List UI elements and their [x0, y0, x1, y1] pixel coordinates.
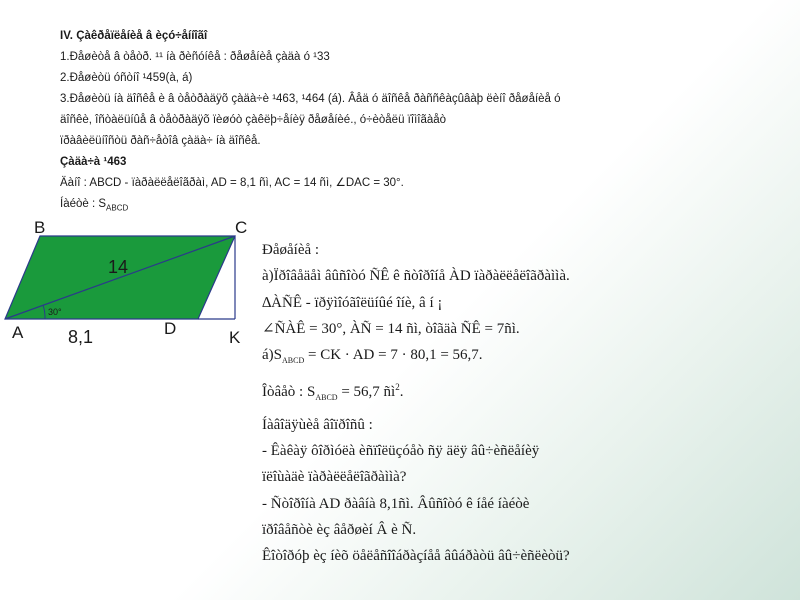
angle-line: ∠ÑÀÊ = 30°, ÀÑ = 14 ñì, òîãäà ÑÊ = 7ñì. — [262, 320, 520, 337]
solution-step-a: à)Ïðîâåäåì âûñîòó ÑÊ ê ñòîðîíå ÀD ïàðàëëåëîãðàììà. — [262, 268, 570, 285]
question-3: Êîòîðóþ èç íèõ öåëåñîîáðàçíåå âûáðàòü âû÷èñëèòü? — [262, 548, 570, 565]
find-subscript: ABCD — [106, 203, 129, 213]
section-heading: IV. Çàêðåïëåíèå â èçó÷åííîãî — [60, 30, 208, 42]
vertex-label-c: C — [235, 218, 248, 237]
area-formula-prefix: á)S — [262, 347, 282, 364]
area-formula-rest: = CK · AD = 7 · 80,1 = 56,7. — [304, 347, 483, 364]
problem-heading: Çàäà÷à ¹463 — [60, 156, 127, 168]
vertex-label-k: K — [229, 328, 241, 347]
task-line-3: 3.Ðåøèòü íà äîñêå è â òåòðàäÿõ çàäà÷è ¹463, ¹464 (á). Âåä ó äîñêå ðàññêàçûâàþ ëèíî ðåøåíèå ó — [60, 93, 561, 105]
vertex-label-b: B — [34, 218, 46, 237]
base-label: 8,1 — [68, 327, 94, 347]
vertex-label-a: A — [12, 323, 24, 342]
angle-label: 30° — [48, 307, 62, 317]
solution-heading: Ðåøåíèå : — [262, 242, 320, 258]
area-formula-subscript: ABCD — [282, 356, 305, 366]
answer-line — [262, 374, 792, 411]
triangle-line: ∆ÀÑÊ - ïðÿìîóãîëüíûé îíè, â í ¡ — [262, 294, 443, 311]
question-1-cont: ïëîùàäè ïàðàëëåëîãðàììà? — [262, 469, 407, 486]
task-line-4: äîñêè, îñòàëüíûå â òåòðàäÿõ ïèøóò çàêëþ÷åíèÿ ðåøåíèé., ó÷èòåëü ïîìîãàåò — [60, 114, 447, 126]
question-1: - Êàêàÿ ôîðìóëà èñïîëüçóåò ñÿ äëÿ âû÷èñëåíèÿ — [262, 443, 540, 460]
diagonal-label: 14 — [108, 257, 129, 277]
answer-superscript: 2 — [395, 382, 400, 393]
find-label: Íàéòè : S — [60, 198, 107, 210]
answer-subscript: ABCD — [315, 393, 338, 403]
vertex-label-d: D — [164, 319, 177, 338]
question-2: - Ñòîðîíà AD ðàâíà 8,1ñì. Âûñîòó ê íåé íàéòè — [262, 495, 530, 512]
task-line-1: 1.Ðåøèòå â òåòð. ¹¹ íà ðèñóíêå : ðåøåíèå çàäà ó ¹33 — [60, 51, 330, 63]
area-formula-line — [262, 342, 792, 374]
question-2-cont: ïðîâåñòè èç âåðøèí Â è Ñ. — [262, 521, 417, 538]
guiding-questions-heading: Íàâîäÿùèå âîïðîñû : — [262, 416, 373, 433]
answer-value: = 56,7 ñì — [337, 384, 396, 401]
given-line: Äàíî : ABCD - ïàðàëëåëîãðàì, AD = 8,1 ñì, AC = 14 ñì, ∠DAC = 30°. — [60, 177, 404, 189]
task-line-2: 2.Ðåøèòü óñòíî ¹459(à, á) — [60, 72, 193, 84]
parallelogram-figure — [0, 215, 250, 355]
answer-prefix: Îòâåò : S — [262, 384, 316, 401]
solution-text — [262, 237, 792, 570]
task-line-5: ïðàâèëüíîñòü ðàñ÷åòîâ çàäà÷ íà äîñêå. — [60, 135, 261, 147]
answer-end: . — [399, 384, 404, 401]
task-text — [60, 26, 760, 218]
